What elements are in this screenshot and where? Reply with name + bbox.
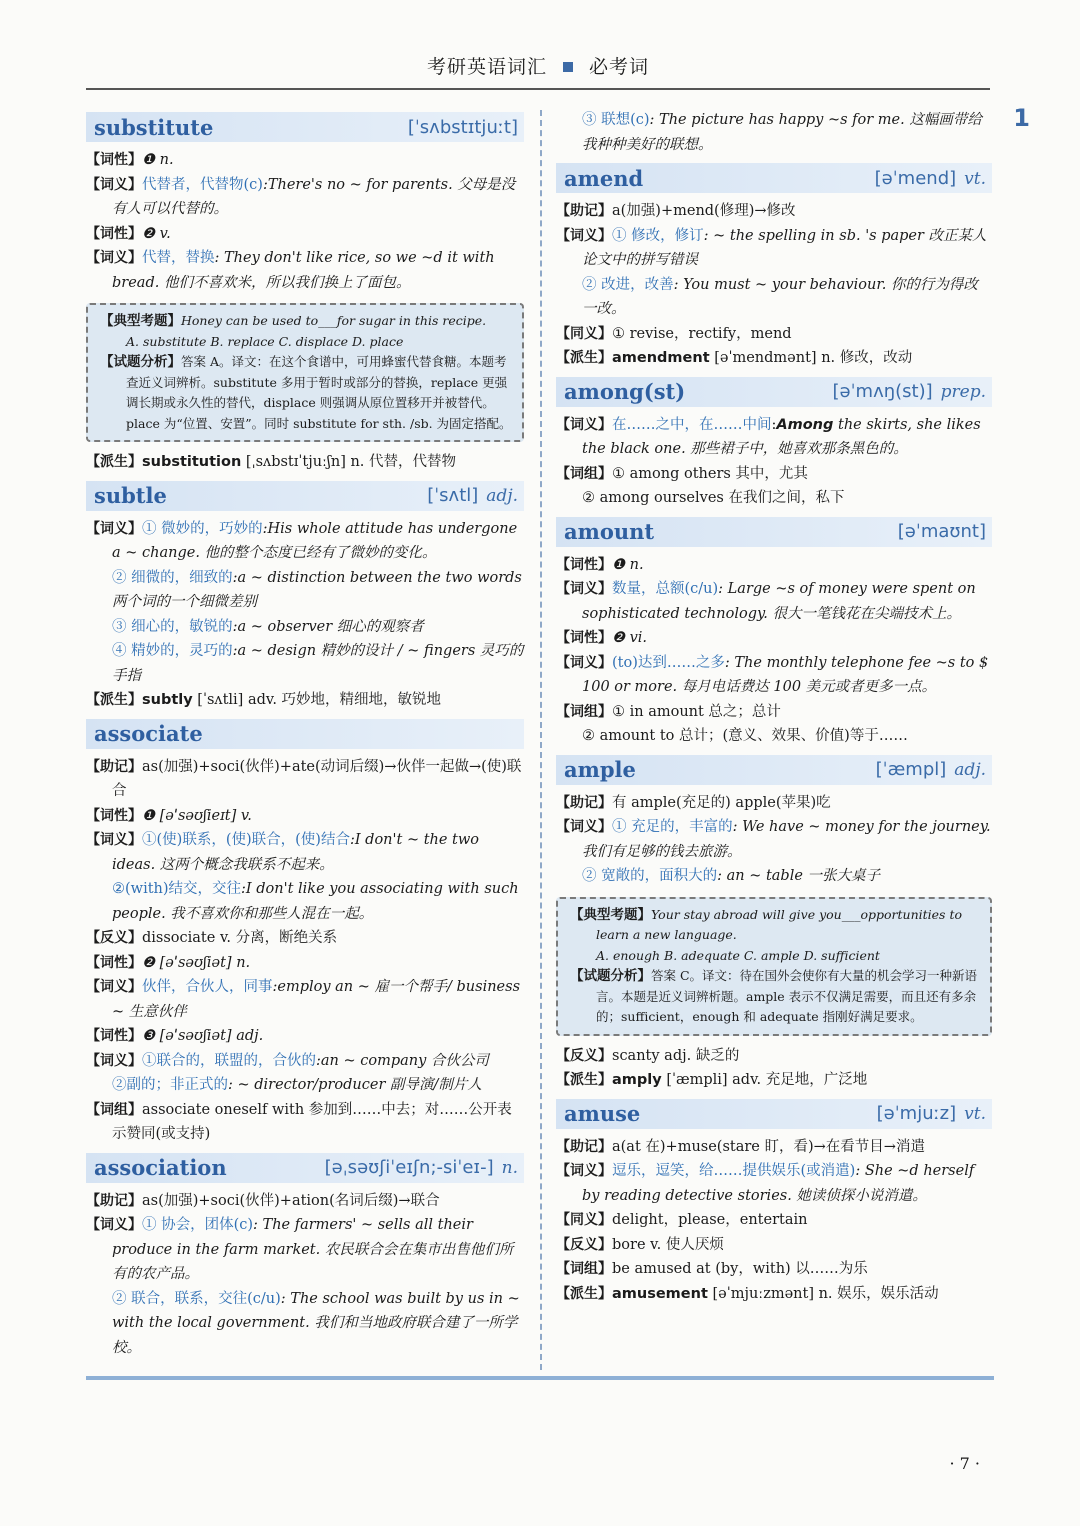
- headword: amuse: [564, 1101, 641, 1126]
- example: : She ~d herself by reading detective stories. 她读侦探小说消遣。: [582, 1163, 975, 1204]
- sense: ② 细微的，细致的: [112, 569, 233, 586]
- deriv-tag: 【派生】: [86, 454, 142, 470]
- exam-answer-tag: 【试题分析】: [570, 968, 651, 984]
- ant-tag: 【反义】: [556, 1047, 612, 1064]
- example: :a ~ distinction between the two words 两个词的一个细微差别: [112, 569, 522, 610]
- pos-tag: 【词性】: [86, 1028, 142, 1044]
- gram-note: (c/u): [684, 581, 719, 597]
- mnemonic: a(加强)+mend(修理)→修改: [612, 203, 796, 219]
- pos-value: ❶ n.: [142, 152, 174, 168]
- deriv-word: amusement: [612, 1285, 708, 1302]
- headword: substitute: [94, 114, 214, 140]
- left-column: [86, 108, 524, 1366]
- example: : ~ director/producer 副导演/制片人: [228, 1077, 482, 1093]
- def-tag: 【词义】: [556, 819, 612, 835]
- sense: 达到……之多: [637, 654, 725, 671]
- entry-association: [86, 1153, 524, 1361]
- gram-note: (c/u): [247, 1290, 281, 1307]
- entry-associate: [86, 719, 524, 1147]
- pos: adj.: [486, 486, 518, 506]
- example: : The picture has happy ~s for me. 这幅画带给我种种美好的联想。: [582, 112, 982, 153]
- synonym: delight，please，entertain: [612, 1212, 808, 1228]
- exam-options: A. substitute B. replace C. displace D. place: [126, 333, 404, 349]
- headword-bar: [86, 1153, 524, 1183]
- def-tag: 【词义】: [86, 832, 142, 848]
- gram-note: (c): [630, 112, 650, 128]
- headword: amount: [564, 519, 655, 544]
- mem-tag: 【助记】: [556, 794, 612, 811]
- exam-answer: 答案 A。译文：在这个食谱中，可用蜂蜜代替食糖。本题考查近义词辨析。substitute 多用于暂时或部分的替换，replace 更强调长期或永久性的替代，displace 则强调从原位置移开并被替代。place 为“位置、安置”。同时 substitute for sth. /sb. 为固定搭配。: [126, 354, 512, 431]
- deriv-tag: 【派生】: [86, 692, 142, 708]
- phrase: ② amount to 总计；(意义、效果、价值)等于……: [582, 728, 908, 744]
- deriv-def: [ˈæmpli] adv. 充足地，广泛地: [666, 1072, 868, 1088]
- exam-options: A. enough B. adequate C. ample D. sufficient: [596, 947, 880, 963]
- example: : ~ the spelling in sb. 's paper 改正某人论文中的拼写错误: [582, 227, 987, 268]
- mem-tag: 【助记】: [86, 758, 142, 775]
- exam-question: Your stay abroad will give you___opportunities to learn a new language.: [596, 906, 962, 942]
- phonetic: [ˈsʌtl]: [427, 485, 479, 506]
- phonetic: [əˈmjuːz]: [876, 1103, 957, 1124]
- def-tag: 【词义】: [86, 176, 142, 193]
- header-square-icon: [563, 62, 573, 72]
- def-tag: 【词义】: [556, 581, 612, 597]
- deriv-word: amply: [612, 1072, 662, 1088]
- sense: 逗乐，逗笑，给……提供娱乐(或消遣): [612, 1163, 856, 1179]
- pos-tag: 【词性】: [86, 954, 142, 971]
- phrase: ① in amount 总之；总计: [612, 703, 781, 720]
- headword-bar: [86, 481, 524, 511]
- def-tag: 【词义】: [556, 654, 612, 671]
- example: :employ an ~ 雇一个帮手/ business ~ 生意伙伴: [112, 979, 521, 1020]
- header-section: 必考词: [589, 56, 650, 78]
- sense: ①(使)联系，(使)联合，(使)结合: [142, 832, 350, 848]
- phonetic: [əˈmend]: [874, 167, 957, 189]
- example-bold: Among: [776, 416, 834, 433]
- gram-note: ②(with): [112, 881, 169, 897]
- sense: 伙伴，合伙人，同事: [142, 979, 273, 995]
- headword-bar: [556, 377, 992, 407]
- exam-box: [86, 303, 524, 442]
- header-title: 考研英语词汇: [426, 56, 547, 78]
- example: :I don't like you associating with such people. 我不喜欢你和那些人混在一起。: [112, 881, 519, 922]
- def-tag: 【词义】: [86, 1217, 142, 1233]
- pos-value: ❷ v.: [142, 225, 171, 242]
- mnemonic: as(加强)+soci(伙伴)+ation(名词后缀)→联合: [142, 1192, 440, 1209]
- example: :a ~ observer 细心的观察者: [232, 618, 424, 635]
- pos-value: ❷ [əˈsəʊʃiət] n.: [142, 954, 251, 971]
- entry-among: among(st) [əˈmʌŋ(st)] prep. 【词义】在……之中，在……中间:Among the skirts, she likes the black one. 那些裙子中，她喜欢那条黑色的。 【词组】① among others 其中，尤其 ② among ourselves 在我们之间，私下: [556, 377, 992, 511]
- example: : The school was built by us in ~ with the local government. 我们和当地政府联合建了一所学校。: [112, 1290, 520, 1356]
- def-tag: 【词义】: [86, 250, 142, 266]
- entry-subtle: [86, 481, 524, 713]
- def-tag: 【词义】: [556, 416, 612, 433]
- antonym: scanty adj. 缺乏的: [612, 1047, 740, 1064]
- sense: 数量，总额: [612, 581, 685, 597]
- exam-question: Honey can be used to___for sugar in this recipe.: [181, 313, 487, 328]
- sense: 代替，替换: [142, 250, 215, 266]
- ant-tag: 【反义】: [556, 1236, 612, 1253]
- deriv-def: [ˈsʌtli] adv. 巧妙地，精细地，敏锐地: [197, 692, 442, 708]
- headword-bar: [86, 112, 524, 142]
- example: :I don't ~ the two ideas. 这两个概念我联系不起来。: [112, 832, 480, 873]
- synonym: ① revise，rectify，mend: [612, 325, 792, 342]
- pos-value: ❶ [əˈsəʊʃieɪt] v.: [142, 807, 252, 824]
- exam-answer-tag: 【试题分析】: [100, 354, 181, 370]
- phrase: be amused at (by，with) 以……为乐: [612, 1261, 868, 1277]
- entry-amend: [556, 163, 992, 371]
- mem-tag: 【助记】: [556, 1138, 612, 1155]
- pos-tag: 【词性】: [86, 225, 142, 242]
- entry-amount: [556, 517, 992, 749]
- deriv-def: [əˈmendmənt] n. 修改，改动: [714, 350, 913, 366]
- pos: vt.: [964, 1104, 986, 1124]
- phonetic: [əˈmaʊnt]: [897, 521, 986, 542]
- antonym: dissociate v. 分离，断绝关系: [142, 930, 338, 946]
- sense: 代替者，代替物: [142, 176, 244, 193]
- pos-tag: 【词性】: [556, 630, 612, 646]
- phrase: associate oneself with 参加到……中去；对……公开表示赞同(或支持): [112, 1101, 512, 1142]
- sense: 在……之中，在……中间: [612, 416, 772, 433]
- phr-tag: 【词组】: [556, 703, 612, 720]
- pos-tag: 【词性】: [86, 807, 142, 824]
- phonetic: [əˈmʌŋ(st)]: [832, 381, 933, 402]
- def-tag: 【词义】: [556, 1163, 612, 1179]
- sense: ② 宽敞的，面积大的: [582, 868, 718, 884]
- phr-tag: 【词组】: [556, 1261, 612, 1277]
- def-tag: 【词义】: [86, 979, 142, 995]
- pos-tag: 【词性】: [556, 556, 612, 573]
- example: : The monthly telephone fee ~s to $ 100 or more. 每月电话费达 100 美元或者更多一点。: [582, 654, 989, 695]
- def-tag: 【词义】: [556, 227, 612, 244]
- exam-tag: 【典型考题】: [570, 906, 651, 923]
- headword: among(st): [564, 379, 686, 404]
- pos-value: ❷ vi.: [612, 630, 648, 646]
- mnemonic: a(at 在)+muse(stare 盯，看)→在看节目→消遣: [612, 1138, 925, 1155]
- exam-box: [556, 897, 992, 1036]
- headword-bar: [556, 755, 992, 785]
- ant-tag: 【反义】: [86, 930, 142, 946]
- example: : an ~ table 一张大桌子: [717, 868, 881, 884]
- phonetic: [ˈsʌbstɪtjuːt]: [407, 116, 518, 138]
- headword-bar: [556, 163, 992, 193]
- sense: ①联合的，联盟的，合伙的: [142, 1052, 316, 1069]
- header-rule: [86, 88, 990, 90]
- headword: ample: [564, 757, 636, 782]
- pos: vt.: [964, 168, 986, 189]
- deriv-word: substitution: [142, 454, 242, 470]
- sense: ① 充足的，丰富的: [612, 819, 733, 835]
- example: : They don't like rice, so we ~d it with bread. 他们不喜欢米，所以我们换上了面包。: [112, 250, 495, 291]
- sense: ③ 联想: [582, 112, 631, 128]
- sense: ④ 精妙的，灵巧的: [112, 643, 233, 659]
- syn-tag: 【同义】: [556, 325, 612, 342]
- phonetic: [ˈæmpl]: [875, 759, 947, 780]
- page-header: [86, 52, 990, 88]
- right-column: [556, 108, 992, 1312]
- pos-tag: 【词性】: [86, 152, 142, 168]
- deriv-tag: 【派生】: [556, 350, 612, 366]
- exam-tag: 【典型考题】: [100, 313, 181, 329]
- deriv-tag: 【派生】: [556, 1072, 612, 1088]
- pos-value: ❸ [əˈsəʊʃiət] adj.: [142, 1028, 264, 1044]
- deriv-def: [ˌsʌbstɪˈtjuːʃn] n. 代替，代替物: [245, 454, 457, 470]
- entry-substitute: [86, 112, 524, 475]
- gram-note: (c): [233, 1217, 254, 1233]
- entry-amuse: [556, 1099, 992, 1307]
- side-number: 1: [1013, 104, 1030, 132]
- deriv-word: amendment: [612, 350, 710, 366]
- example: :a ~ design 精妙的设计 / ~ fingers 灵巧的手指: [112, 643, 524, 684]
- headword: associate: [94, 721, 203, 746]
- deriv-def: [əˈmjuːzmənt] n. 娱乐，娱乐活动: [712, 1285, 939, 1302]
- example: : You must ~ your behaviour. 你的行为得改一改。: [582, 276, 978, 317]
- pos: adj.: [954, 760, 986, 780]
- phrase: ② among ourselves 在我们之间，私下: [582, 490, 845, 506]
- def-tag: 【词义】: [86, 1052, 142, 1069]
- bottom-rule: [86, 1376, 994, 1380]
- sense: ② 改进，改善: [582, 276, 674, 293]
- headword-bar: [556, 517, 992, 547]
- example: :There's no ~ for parents. 父母是没有人可以代替的。: [112, 176, 516, 217]
- exam-answer: 答案 C。译文：待在国外会使你有大量的机会学习一种新语言。本题是近义词辨析题。ample 表示不仅满足需要，而且还有多余的；sufficient，enough 和 adequate 指刚好满足要求。: [596, 968, 978, 1024]
- pos: n.: [501, 1158, 518, 1178]
- example: : Large ~s of money were spent on sophisticated technology. 很大一笔钱花在尖端技术上。: [582, 581, 976, 622]
- example: the skirts, she likes the black one. 那些裙子中，她喜欢那条黑色的。: [582, 416, 981, 457]
- phonetic: [əˌsəʊʃiˈeɪʃn;-siˈeɪ-]: [324, 1157, 494, 1178]
- column-divider: [540, 110, 542, 1370]
- sense: ① 协会，团体: [142, 1217, 234, 1233]
- mem-tag: 【助记】: [556, 203, 612, 219]
- example: :an ~ company 合伙公司: [316, 1052, 489, 1069]
- phr-tag: 【词组】: [86, 1101, 142, 1118]
- phrase: ① among others 其中，尤其: [612, 465, 808, 482]
- entry-ample: [556, 755, 992, 1093]
- headword: association: [94, 1155, 227, 1180]
- page-number: · 7 ·: [949, 1454, 980, 1473]
- phr-tag: 【词组】: [556, 465, 612, 482]
- sense: ① 微妙的，巧妙的: [142, 520, 263, 537]
- headword: amend: [564, 165, 644, 191]
- example: : The farmers' ~ sells all their produce in the farm market. 农民联合会在集市出售他们所有的农产品。: [112, 1217, 514, 1282]
- sense: ③ 细心的，敏锐的: [112, 618, 233, 635]
- deriv-tag: 【派生】: [556, 1285, 612, 1302]
- headword: subtle: [94, 483, 167, 508]
- sense: ① 修改，修订: [612, 227, 704, 244]
- antonym: bore v. 使人厌烦: [612, 1236, 724, 1253]
- mnemonic: 有 ample(充足的) apple(苹果)吃: [612, 794, 831, 811]
- example: :His whole attitude has undergone a ~ change. 他的整个态度已经有了微妙的变化。: [112, 520, 518, 561]
- mnemonic: as(加强)+soci(伙伴)+ate(动词后缀)→伙伴一起做→(使)联合: [112, 758, 522, 799]
- pos: prep.: [940, 382, 986, 402]
- headword-bar: [556, 1099, 992, 1129]
- gram-note: (to): [612, 654, 638, 671]
- entry-association-cont: [556, 108, 992, 157]
- example: : We have ~ money for the journey. 我们有足够的钱去旅游。: [582, 819, 991, 860]
- sense: ② 联合，联系，交往: [112, 1290, 248, 1307]
- pos-value: ❶ n.: [612, 556, 644, 573]
- deriv-word: subtly: [142, 692, 193, 708]
- sense: ②副的；非正式的: [112, 1077, 228, 1093]
- syn-tag: 【同义】: [556, 1212, 612, 1228]
- gram-note: (c): [243, 176, 263, 193]
- def-tag: 【词义】: [86, 520, 142, 537]
- sense: 结交，交往: [168, 881, 242, 897]
- headword-bar: [86, 719, 524, 749]
- mem-tag: 【助记】: [86, 1192, 142, 1209]
